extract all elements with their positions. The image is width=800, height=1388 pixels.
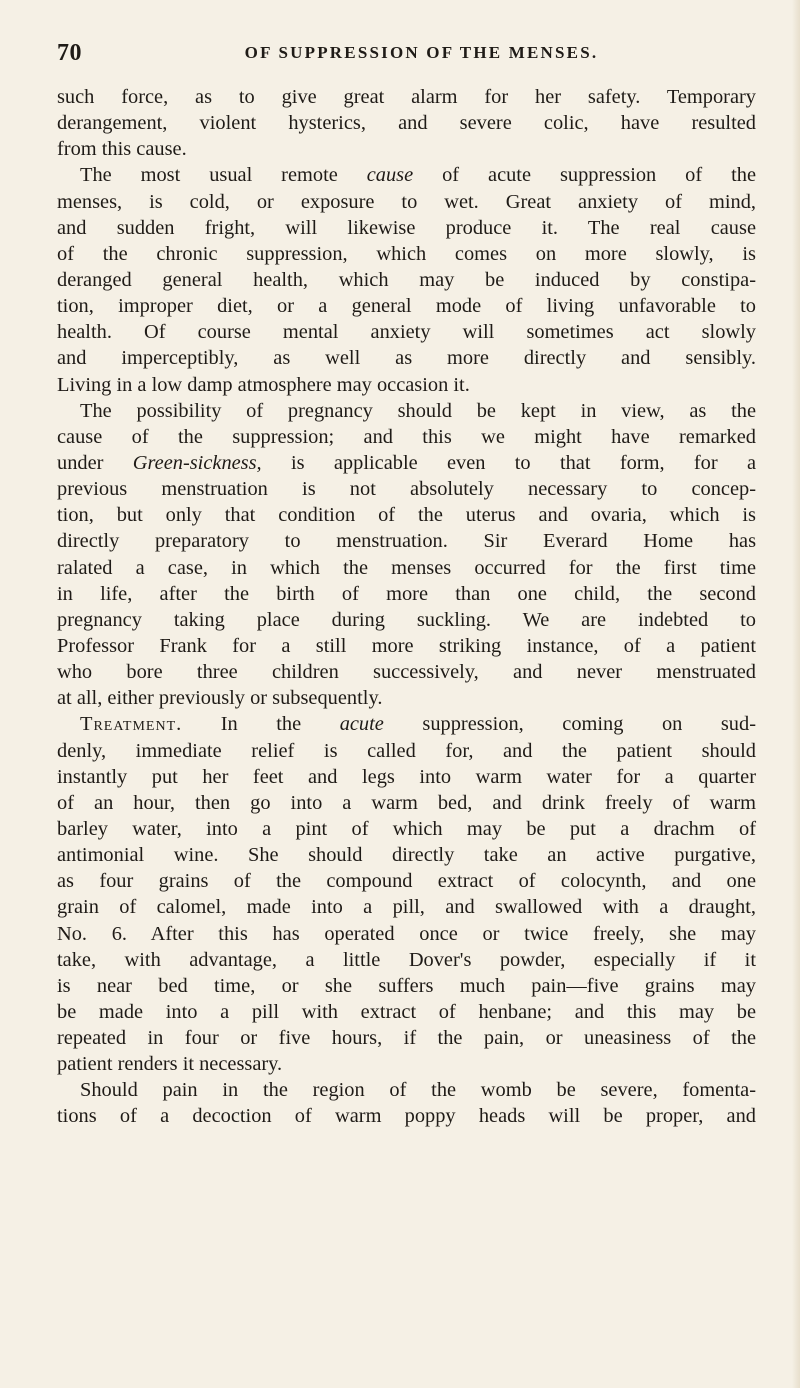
text-segment: of an hour, then go into a warm bed, and drink freely of warm <box>57 791 756 814</box>
text-segment: is near bed time, or she suffers much pain—five grains may <box>57 974 756 997</box>
text-segment: is applicable even to that form, for a <box>261 451 757 474</box>
text-segment: Should pain in the region of the womb be severe, fomenta- <box>80 1079 756 1102</box>
text-line <box>57 581 756 607</box>
text-segment: deranged general health, which may be induced by constipa- <box>57 268 756 291</box>
text-line <box>57 764 756 790</box>
text-segment: repeated in four or five hours, if the pain, or uneasiness of the <box>57 1027 756 1050</box>
text-segment: The possibility of pregnancy should be kept in view, as the <box>80 399 756 422</box>
text-line <box>57 868 756 894</box>
text-line <box>57 476 756 502</box>
text-segment: pregnancy taking place during suckling. We are indebted to <box>57 608 756 631</box>
text-segment: antimonial wine. She should directly take an active purgative, <box>57 844 756 867</box>
text-line <box>57 685 756 711</box>
text-segment: denly, immediate relief is called for, and the patient should <box>57 739 756 762</box>
text-line <box>57 1025 756 1051</box>
body-text <box>57 84 756 1130</box>
text-line <box>57 790 756 816</box>
text-segment: take, with advantage, a little Dover's powder, especially if it <box>57 948 756 971</box>
text-line <box>57 84 756 110</box>
text-line <box>57 345 756 371</box>
section-heading: Treatment. <box>80 713 183 736</box>
text-segment: tion, improper diet, or a general mode of living unfavorable to <box>57 295 756 318</box>
italic-text: cause <box>366 164 414 187</box>
text-line <box>57 1103 756 1129</box>
text-line <box>57 711 756 737</box>
text-segment: derangement, violent hysterics, and severe colic, have resulted <box>57 112 756 135</box>
text-segment: Professor Frank for a still more striking instance, of a patient <box>57 634 756 657</box>
text-line <box>57 659 756 685</box>
text-segment: from this cause. <box>57 138 187 161</box>
text-segment: tions of a decoction of warm poppy heads will be proper, and <box>57 1105 756 1128</box>
text-segment: menses, is cold, or exposure to wet. Great anxiety of mind, <box>57 190 756 213</box>
text-line <box>57 633 756 659</box>
text-segment: In the <box>182 713 340 736</box>
text-line <box>57 136 756 162</box>
text-line <box>57 110 756 136</box>
text-segment: instantly put her feet and legs into warm water for a quarter <box>57 765 756 788</box>
text-segment: directly preparatory to menstruation. Sir Everard Home has <box>57 530 756 553</box>
text-line <box>57 1077 756 1103</box>
text-line <box>57 1051 756 1077</box>
text-segment: Living in a low damp atmosphere may occasion it. <box>57 373 470 396</box>
text-segment: ralated a case, in which the menses occurred for the first time <box>57 556 756 579</box>
text-segment: grain of calomel, made into a pill, and swallowed with a draught, <box>57 896 756 919</box>
running-head <box>57 40 750 68</box>
page-number: 70 <box>57 40 82 66</box>
text-line <box>57 555 756 581</box>
text-segment: health. Of course mental anxiety will sometimes act slowly <box>57 321 756 344</box>
text-line <box>57 215 756 241</box>
text-segment: as four grains of the compound extract of colocynth, and one <box>57 870 756 893</box>
text-line <box>57 241 756 267</box>
text-segment: who bore three children successively, and never menstruated <box>57 661 756 684</box>
text-line <box>57 502 756 528</box>
text-segment: in life, after the birth of more than one child, the second <box>57 582 756 605</box>
text-segment: be made into a pill with extract of henbane; and this may be <box>57 1000 756 1023</box>
italic-text: acute <box>339 713 384 736</box>
text-segment: under <box>57 451 133 474</box>
running-title: OF SUPPRESSION OF THE MENSES. <box>244 43 599 62</box>
text-line <box>57 894 756 920</box>
text-segment: previous menstruation is not absolutely necessary to concep- <box>57 478 756 501</box>
text-line <box>57 267 756 293</box>
text-segment: cause of the suppression; and this we might have remarked <box>57 425 756 448</box>
text-line <box>57 999 756 1025</box>
text-segment: patient renders it necessary. <box>57 1053 283 1076</box>
text-line <box>57 921 756 947</box>
italic-text: Green-sickness, <box>132 451 262 474</box>
text-line <box>57 189 756 215</box>
text-line <box>57 450 756 476</box>
text-line <box>57 424 756 450</box>
text-segment: The most usual remote <box>80 164 367 187</box>
text-line <box>57 293 756 319</box>
text-segment: such force, as to give great alarm for her safety. Temporary <box>57 86 756 108</box>
text-segment: of acute suppression of the <box>413 164 756 187</box>
text-line <box>57 738 756 764</box>
text-line <box>57 947 756 973</box>
text-segment: barley water, into a pint of which may be put a drachm of <box>57 817 756 840</box>
text-segment: tion, but only that condition of the uterus and ovaria, which is <box>57 504 756 527</box>
text-segment: No. 6. After this has operated once or twice freely, she may <box>57 922 756 945</box>
text-line <box>57 816 756 842</box>
text-segment: and imperceptibly, as well as more directly and sensibly. <box>57 347 756 370</box>
text-line <box>57 973 756 999</box>
text-line <box>57 372 756 398</box>
text-segment: at all, either previously or subsequently. <box>57 687 383 710</box>
text-line <box>57 528 756 554</box>
text-line <box>57 398 756 424</box>
text-line <box>57 842 756 868</box>
text-line <box>57 607 756 633</box>
text-line <box>57 162 756 188</box>
page-edge-shadow <box>792 0 800 1388</box>
text-segment: and sudden fright, will likewise produce it. The real cause <box>57 216 756 239</box>
text-line <box>57 319 756 345</box>
text-segment: of the chronic suppression, which comes on more slowly, is <box>57 242 756 265</box>
text-segment: suppression, coming on sud- <box>383 713 756 736</box>
